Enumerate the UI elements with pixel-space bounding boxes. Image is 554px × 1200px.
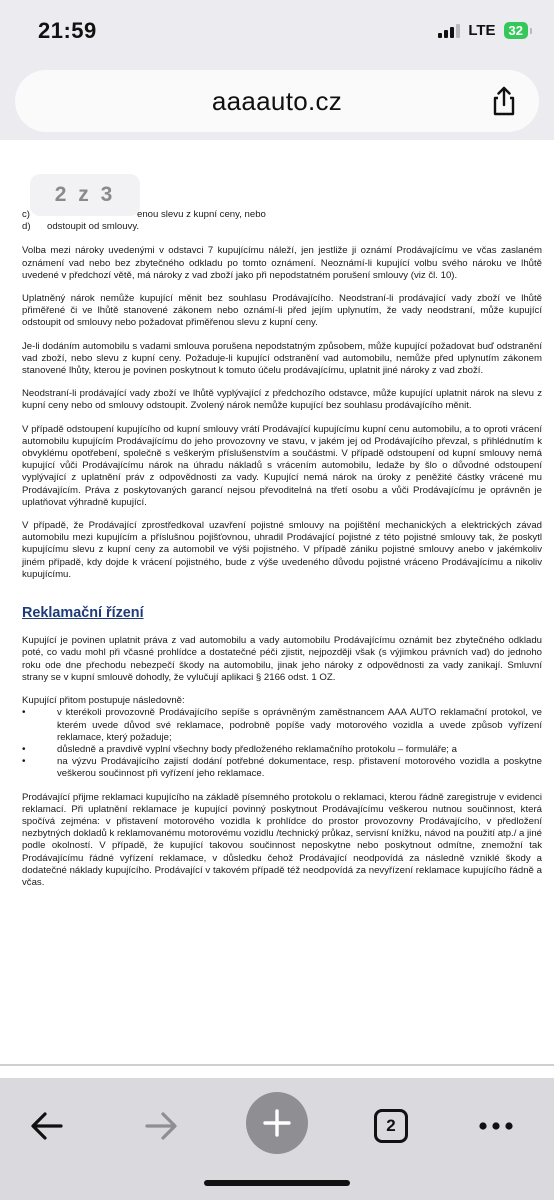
share-button[interactable] [487,84,521,118]
bullet-item: • v kterékoli provozovně Prodávajícího sepíše s oprávněným zaměstnancem AAA AUTO reklamační protokol, ve kterém uvede důvod své reklamace, podrobně popíše vady motorového vozidla a uvede způsob vyřízení reklamace, který požaduje; [22,707,542,744]
browser-top-chrome [0,0,554,140]
paragraph-4: Neodstraní-li prodávající vady zboží ve lhůtě vyplývající z předchozího odstavce, může kupující uplatnit nárok na slevu z kupní ceny nebo od smlouvy odstoupit. Zvolený nárok nemůže kupující bez souhlasu prodávajícího měnit. [22,388,542,412]
home-indicator [204,1180,350,1186]
status-indicators [438,22,528,39]
paragraph-3: Je-li dodáním automobilu s vadami smlouva porušena nepodstatným způsobem, může kupující požadovat buď odstranění vad zboží, nebo slevu z kupní ceny. Požaduje-li kupující odstranění vad automobilu, nemůže před uplynutím zákonem stanovené lhůty, kterou je povinen poskytnout k tomuto účelu prodávajícímu, uplatnit jiné nároky z vad zboží. [22,340,542,377]
network-type: LTE [468,22,496,39]
page-separator [0,1064,554,1066]
address-bar[interactable] [15,70,539,132]
share-icon [487,84,521,118]
pdf-page[interactable] [0,146,554,1078]
back-button[interactable] [17,1096,77,1156]
url-text[interactable]: aaaauto.cz [211,86,343,116]
tabs-button[interactable] [361,1096,421,1156]
plus-icon [262,1108,292,1138]
list-item-d [22,221,542,233]
tab-count-icon [374,1109,408,1143]
bullet-item: • důsledně a pravdivě vyplní všechny body předloženého reklamačního protokolu – formuláře; a [22,744,542,756]
battery-icon: 32 [504,22,528,39]
forward-button[interactable] [131,1096,191,1156]
more-menu-button[interactable] [466,1096,526,1156]
arrow-right-icon [141,1106,181,1146]
list-label: c) [22,209,30,220]
bullet-item: • na výzvu Prodávajícího zajistí dodání potřebné dokumentace, resp. přistavení motorového vozidla a poskytne veškerou součinnost při vyřízení jeho reklamace. [22,756,542,780]
list-intro: Kupující přitom postupuje následovně: [22,695,185,707]
paragraph-6: V případě, že Prodávající zprostředkoval uzavření pojistné smlouvy na pojištění mechanických a elektrických závad automobilu mezi kupujícím a příslušnou pojišťovnou, uhradil Prodávající pojistné z této pojistné smlouvy tak, že poskytl kupujícímu slevu z kupní ceny za automobil ve výši pojistného. V případě zániku pojistné smlouvy anebo v jakémkoliv jiném případě, kdy dojde k vrácení pojistného, bude z výše uvedeného důvodu pojistné vráceno Prodávajícímu a nikoliv kupujícímu. [22,520,542,580]
paragraph-7: Kupující je povinen uplatnit práva z vad automobilu a vady automobilu Prodávajícímu oznámit bez zbytečného odkladu poté, co vadu mohl při včasné prohlídce a dostatečné péči zjistit, nejpozději však (s výjimkou právních vad) do jednoho roku ode dne přechodu nebezpečí škody na automobilu, jinak jeho nároky z odpovědnosti za vady zanikají. Smluvní strany se v kupní smlouvě dohodly, že vylučují aplikaci § 2166 odst. 1 OZ. [22,635,542,683]
new-tab-button[interactable] [246,1092,308,1154]
section-title: Reklamační řízení [22,605,144,622]
page-indicator: 2 z 3 [30,174,140,216]
tab-count: 2 [386,1116,396,1135]
status-bar [0,0,554,64]
cellular-signal-icon [438,24,460,38]
list-text: odstoupit od smlouvy. [47,221,140,233]
paragraph-5: V případě odstoupení kupujícího od kupní smlouvy vrátí Prodávající kupujícímu kupní cenu automobilu, a to oproti vrácení automobilu kupujícím Prodávajícímu do jeho provozovny ve stavu, v jakém jej od Prodávajícího převzal, s přihlédnutím k obvyklému opotřebení, společně s veškerým příslušenstvím a součástmi. V případě odstoupení od kupní smlouvy nemá kupující vůči Prodávajícímu nárok na úhradu nákladů s vrácením automobilu, ledaže by šlo o důvodné odstoupení vyplývající z uplatnění práv z odpovědnosti za vady. Kupující nemá nárok na úroky z peněžité částky vrácené mu Prodávajícím. Práva z poskytovaných garancí nejsou převoditelná na třetí osobu a vůči Prodávajícímu je oprávněn je uplatňovat výhradně kupující. [22,423,542,508]
paragraph-2: Uplatněný nárok nemůže kupující měnit bez souhlasu Prodávajícího. Neodstraní-li prodávající vady zboží ve lhůtě přiměřené či ve lhůtě stanovené zákonem nebo oznámí-li před jejím uplynutím, že vady neodstraní, může kupující odstoupit od smlouvy nebo požadovat přiměřenou slevu z kupní ceny. [22,293,542,329]
paragraph-1: Volba mezi nároky uvedenými v odstavci 7 kupujícímu náleží, jen jestliže ji oznámí Prodávajícímu ve včas zaslaném oznámení vad nebo bez zbytečného odkladu po tomto oznámení. Neoznámí-li kupující volbu svého nároku ve lhůtě uvedené v předchozí větě, má nároky z vad zboží jako při nepodstatném porušení smlouvy (viz čl. 10). [22,245,542,281]
more-dots-icon [476,1120,516,1132]
status-time: 21:59 [38,18,97,43]
list-label: d) [22,221,31,233]
document-text [22,146,542,889]
list-text: enou slevu z kupní ceny, nebo [137,209,266,220]
paragraph-8: Prodávající přijme reklamaci kupujícího na základě písemného protokolu o reklamaci, kterou řádně zaregistruje v evidenci reklamací. Při uplatnění reklamace je kupující povinný poskytnout Prodávajícímu veškerou nutnou součinnost, která spočívá zejména: v přistavení motorového vozidla k prohlídce do prostor provozovny Prodávajícího, v předložení nezbytných dokladů k reklamovanému motorovému vozidlu /technický průkaz, servisní knížku, návod na použití atp./ a jiné podle okolností. V případě, že kupující takovou součinnost neposkytne nebo poskytnout odmítne, znemožní tak Prodávajícímu řádné vyřízení reklamace, v důsledku čehož Prodávající neodpovídá za následně vzniklé škody a dodatečné náklady kupujícího. Prodávající v takovém případě též neodpovídá za nevyřízení reklamace kupujícího řádně a včas. [22,791,542,888]
arrow-left-icon [27,1106,67,1146]
